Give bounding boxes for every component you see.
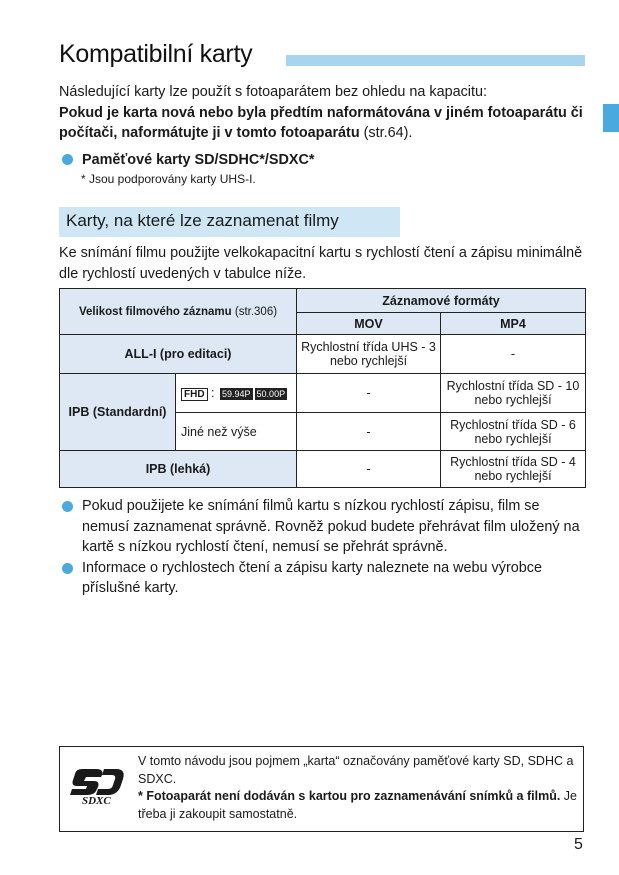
fhd-colon: :	[211, 385, 215, 400]
fhd-icon	[181, 386, 208, 400]
size-header-ref: (str.306)	[234, 305, 278, 318]
note-text: Informace o rychlostech čtení a zápisu karty naleznete na webu výrobce příslušné karty.	[82, 559, 542, 596]
intro-paragraph	[59, 82, 594, 144]
card-types-footnote: * Jsou podporovány karty UHS-I.	[81, 172, 256, 186]
other-mov: -	[297, 413, 441, 451]
footer-text	[138, 753, 578, 823]
fhd-mov: -	[297, 374, 441, 413]
alli-label: ALL-I (pro editaci)	[60, 335, 297, 374]
chapter-tab	[603, 104, 619, 132]
intro-page-ref: (str.64).	[359, 125, 413, 141]
footer-line: V tomto návodu jsou pojmem „karta“ označovány paměťové karty SD, SDHC a SDXC.	[138, 754, 574, 786]
light-mp4: Rychlostní třída SD - 4 nebo rychlejší	[441, 451, 586, 488]
note-text: Pokud použijete ke snímání filmů kartu s nízkou rychlostí zápisu, film se nemusí zaznamenat správně. Rovněž pokud budete přehrávat film uložený na kartě s nízkou rychlostí čtení, nemusí se přehrát správně.	[82, 498, 580, 555]
page-title-row	[59, 40, 589, 74]
note-item	[62, 496, 587, 558]
page-title: Kompatibilní karty	[59, 40, 253, 68]
intro-line: Následující karty lze použít s fotoaparátem bez ohledu na kapacitu:	[59, 84, 487, 100]
mov-header: MOV	[297, 313, 441, 335]
bullet-icon	[62, 154, 73, 165]
fps-5000-icon: 50.00P	[256, 388, 286, 399]
size-header-cell	[60, 289, 297, 335]
alli-mov: Rychlostní třída UHS - 3 nebo rychlejší	[297, 335, 441, 374]
card-types-label: Paměťové karty SD/SDHC*/SDXC*	[82, 152, 315, 168]
size-header: Velikost filmového záznamu	[78, 305, 232, 318]
other-mp4: Rychlostní třída SD - 6 nebo rychlejší	[441, 413, 586, 451]
footer-bold: * Fotoaparát není dodáván s kartou pro zaznamenávání snímků a filmů.	[138, 789, 561, 803]
fhd-cell	[176, 374, 297, 413]
fhd-label: FHD	[181, 388, 208, 401]
bullet-icon	[62, 501, 73, 512]
film-intro-paragraph: Ke snímání filmu použijte velkokapacitní kartu s rychlostí čtení a zápisu minimálně dle rychlostí uvedených v tabulce níže.	[59, 245, 583, 282]
fps-5994-icon: 59.94P	[222, 388, 251, 399]
alli-mp4: -	[441, 335, 586, 374]
fhd-mp4: Rychlostní třída SD - 10 nebo rychlejší	[441, 374, 586, 413]
bullet-icon	[62, 563, 73, 574]
notes-list	[62, 496, 587, 599]
sdxc-logo-icon	[68, 765, 128, 805]
section-heading	[59, 207, 400, 237]
page-number: 5	[574, 836, 583, 853]
title-decoration-bar	[286, 55, 585, 66]
section-title: Karty, na které lze zaznamenat filmy	[66, 211, 339, 230]
card-types-bullet	[62, 150, 314, 171]
note-item	[62, 558, 587, 599]
mp4-header: MP4	[441, 313, 586, 335]
light-mov: -	[297, 451, 441, 488]
formats-header: Záznamové formáty	[297, 289, 586, 313]
light-label: IPB (lehká)	[60, 451, 297, 488]
intro-bold-text: Pokud je karta nová nebo byla předtím naformátována v jiném fotoaparátu či počítači, naformátujte ji v tomto fotoaparátu	[59, 104, 583, 141]
footer-note-box	[59, 746, 584, 832]
logo-text: SDXC	[82, 795, 111, 805]
other-label: Jiné než výše	[176, 413, 297, 451]
footer-rest: Je třeba ji zakoupit samostatně.	[138, 789, 578, 821]
card-speed-table	[59, 288, 586, 488]
ipb-label: IPB (Standardní)	[60, 374, 176, 451]
